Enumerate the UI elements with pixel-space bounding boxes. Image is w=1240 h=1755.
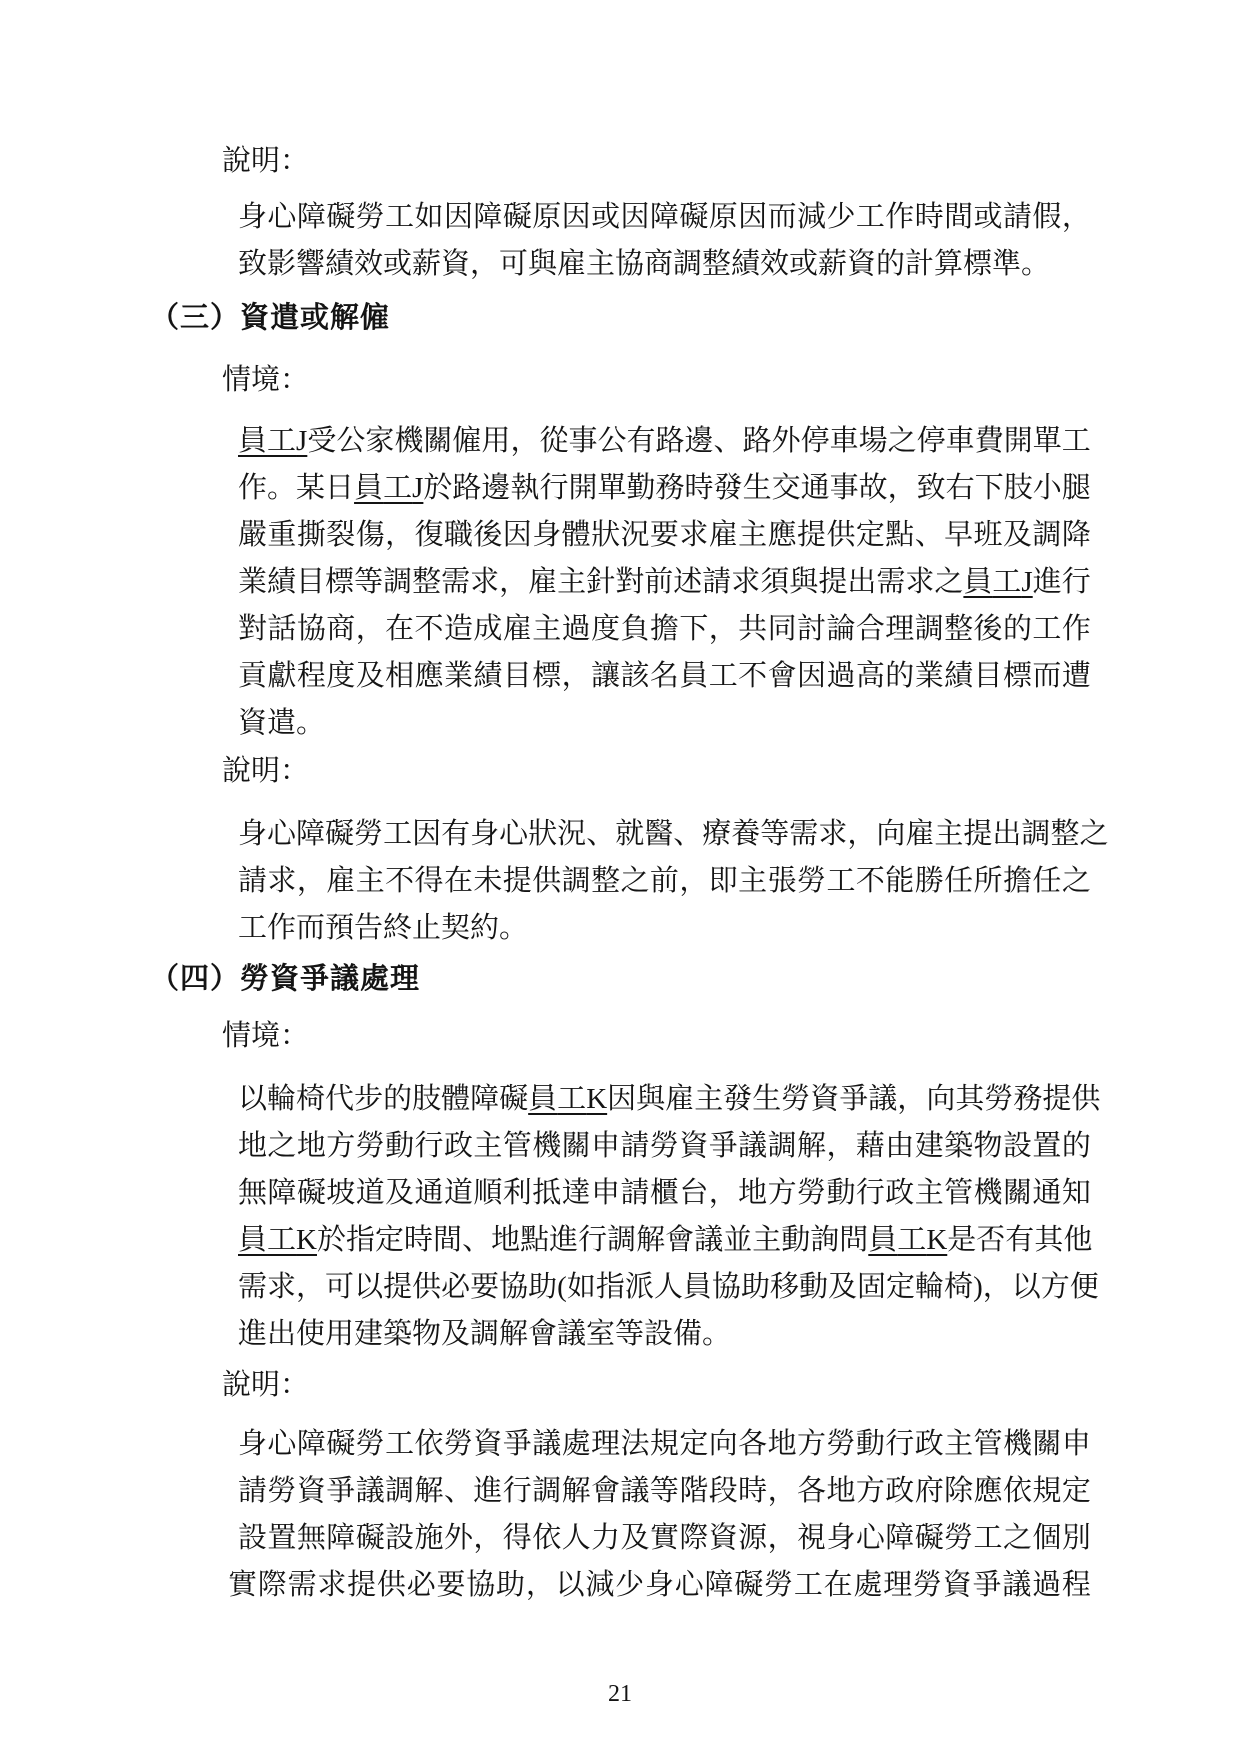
page-number: 21	[608, 1681, 632, 1707]
text-line: 對 話 協 商 ， 在 不 造 成 雇 主 過 度 負 擔 下 ， 共 同 討 論 合 理 調 整 後 的 工 作	[238, 613, 1091, 645]
text-line: 致影響績效或薪資，可與雇主協商調整績效或薪資的計算標準。	[238, 248, 1051, 280]
text-line: 請 勞 資 爭 議 調 解 、 進 行 調 解 會 議 等 階 段 時 ， 各 地 方 政 府 除 應 依 規 定	[238, 1475, 1091, 1507]
text-line: 身 心 障 礙 勞 工 如 因 障 礙 原 因 或 因 障 礙 原 因 而 減 少 工 作 時 間 或 請 假 ，	[238, 201, 1091, 233]
text-line: 需 求 ， 可 以 提 供 必 要 協 助 ( 如 指 派 人 員 協 助 移 動 及 固 定 輪 椅 ) ， 以 方 便	[238, 1271, 1099, 1303]
explanation-label-2: 說明：	[222, 755, 310, 787]
section-heading-labor-dispute: （四）勞資爭議處理	[150, 963, 421, 995]
text-line: 員 工 K 於 指 定 時 間 、 地 點 進 行 調 解 會 議 並 主 動 詢 問 員 工 K 是 否 有 其 他	[238, 1224, 1093, 1256]
explanation-paragraph-performance	[238, 203, 1091, 297]
explanation-label-3: 說明：	[222, 1369, 310, 1401]
text-line: 身 心 障 礙 勞 工 因 有 身 心 狀 況 、 就 醫 、 療 養 等 需 求 ， 向 雇 主 提 出 調 整 之	[238, 818, 1109, 850]
text-line: 地 之 地 方 勞 動 行 政 主 管 機 關 申 請 勞 資 爭 議 調 解 ， 藉 由 建 築 物 設 置 的	[238, 1130, 1091, 1162]
text-line: 嚴 重 撕 裂 傷 ， 復 職 後 因 身 體 狀 況 要 求 雇 主 應 提 供 定 點 、 早 班 及 調 降	[238, 519, 1091, 551]
text-line: 請 求 ， 雇 主 不 得 在 未 提 供 調 整 之 前 ， 即 主 張 勞 工 不 能 勝 任 所 擔 任 之	[238, 865, 1091, 897]
text-line: 身 心 障 礙 勞 工 依 勞 資 爭 議 處 理 法 規 定 向 各 地 方 勞 動 行 政 主 管 機 關 申	[238, 1428, 1091, 1460]
text-line: 作 。 某 日 員 工 J 於 路 邊 執 行 開 單 勤 務 時 發 生 交 通 事 故 ， 致 右 下 肢 小 腿	[238, 472, 1091, 504]
section-heading-dismissal: （三）資遣或解僱	[150, 302, 391, 334]
text-line: 工作而預告終止契約。	[238, 912, 529, 944]
scenario-label-2: 情境：	[222, 1020, 310, 1052]
explanation-label-1: 說明：	[222, 145, 310, 177]
scenario-label-1: 情境：	[222, 364, 310, 396]
text-line: 以 輪 椅 代 步 的 肢 體 障 礙 員 工 K 因 與 雇 主 發 生 勞 資 爭 議 ， 向 其 勞 務 提 供	[238, 1083, 1101, 1115]
explanation-paragraph-dispute	[228, 1428, 1091, 1618]
text-line: 業 績 目 標 等 調 整 需 求 ， 雇 主 針 對 前 述 請 求 須 與 提 出 需 求 之 員 工 J 進 行	[238, 566, 1091, 598]
text-line: 貢 獻 程 度 及 相 應 業 績 目 標 ， 讓 該 名 員 工 不 會 因 過 高 的 業 績 目 標 而 遭	[238, 660, 1091, 692]
text-line: 資遣。	[238, 707, 326, 739]
scenario-paragraph-employee-j	[238, 427, 1091, 756]
text-line: 進出使用建築物及調解會議室等設備。	[238, 1318, 732, 1350]
text-line: 設 置 無 障 礙 設 施 外 ， 得 依 人 力 及 實 際 資 源 ， 視 身 心 障 礙 勞 工 之 個 別	[238, 1522, 1091, 1554]
text-line: 無 障 礙 坡 道 及 通 道 順 利 抵 達 申 請 櫃 台 ， 地 方 勞 動 行 政 主 管 機 關 通 知	[238, 1177, 1091, 1209]
explanation-paragraph-dismissal	[238, 818, 1109, 961]
text-line: 員 工 J 受 公 家 機 關 僱 用 ， 從 事 公 有 路 邊 、 路 外 停 車 場 之 停 車 費 開 單 工	[238, 425, 1091, 457]
scenario-paragraph-employee-k	[238, 1083, 1101, 1367]
text-line: 實 際 需 求 提 供 必 要 協 助 ， 以 減 少 身 心 障 礙 勞 工 在 處 理 勞 資 爭 議 過 程	[228, 1569, 1091, 1601]
